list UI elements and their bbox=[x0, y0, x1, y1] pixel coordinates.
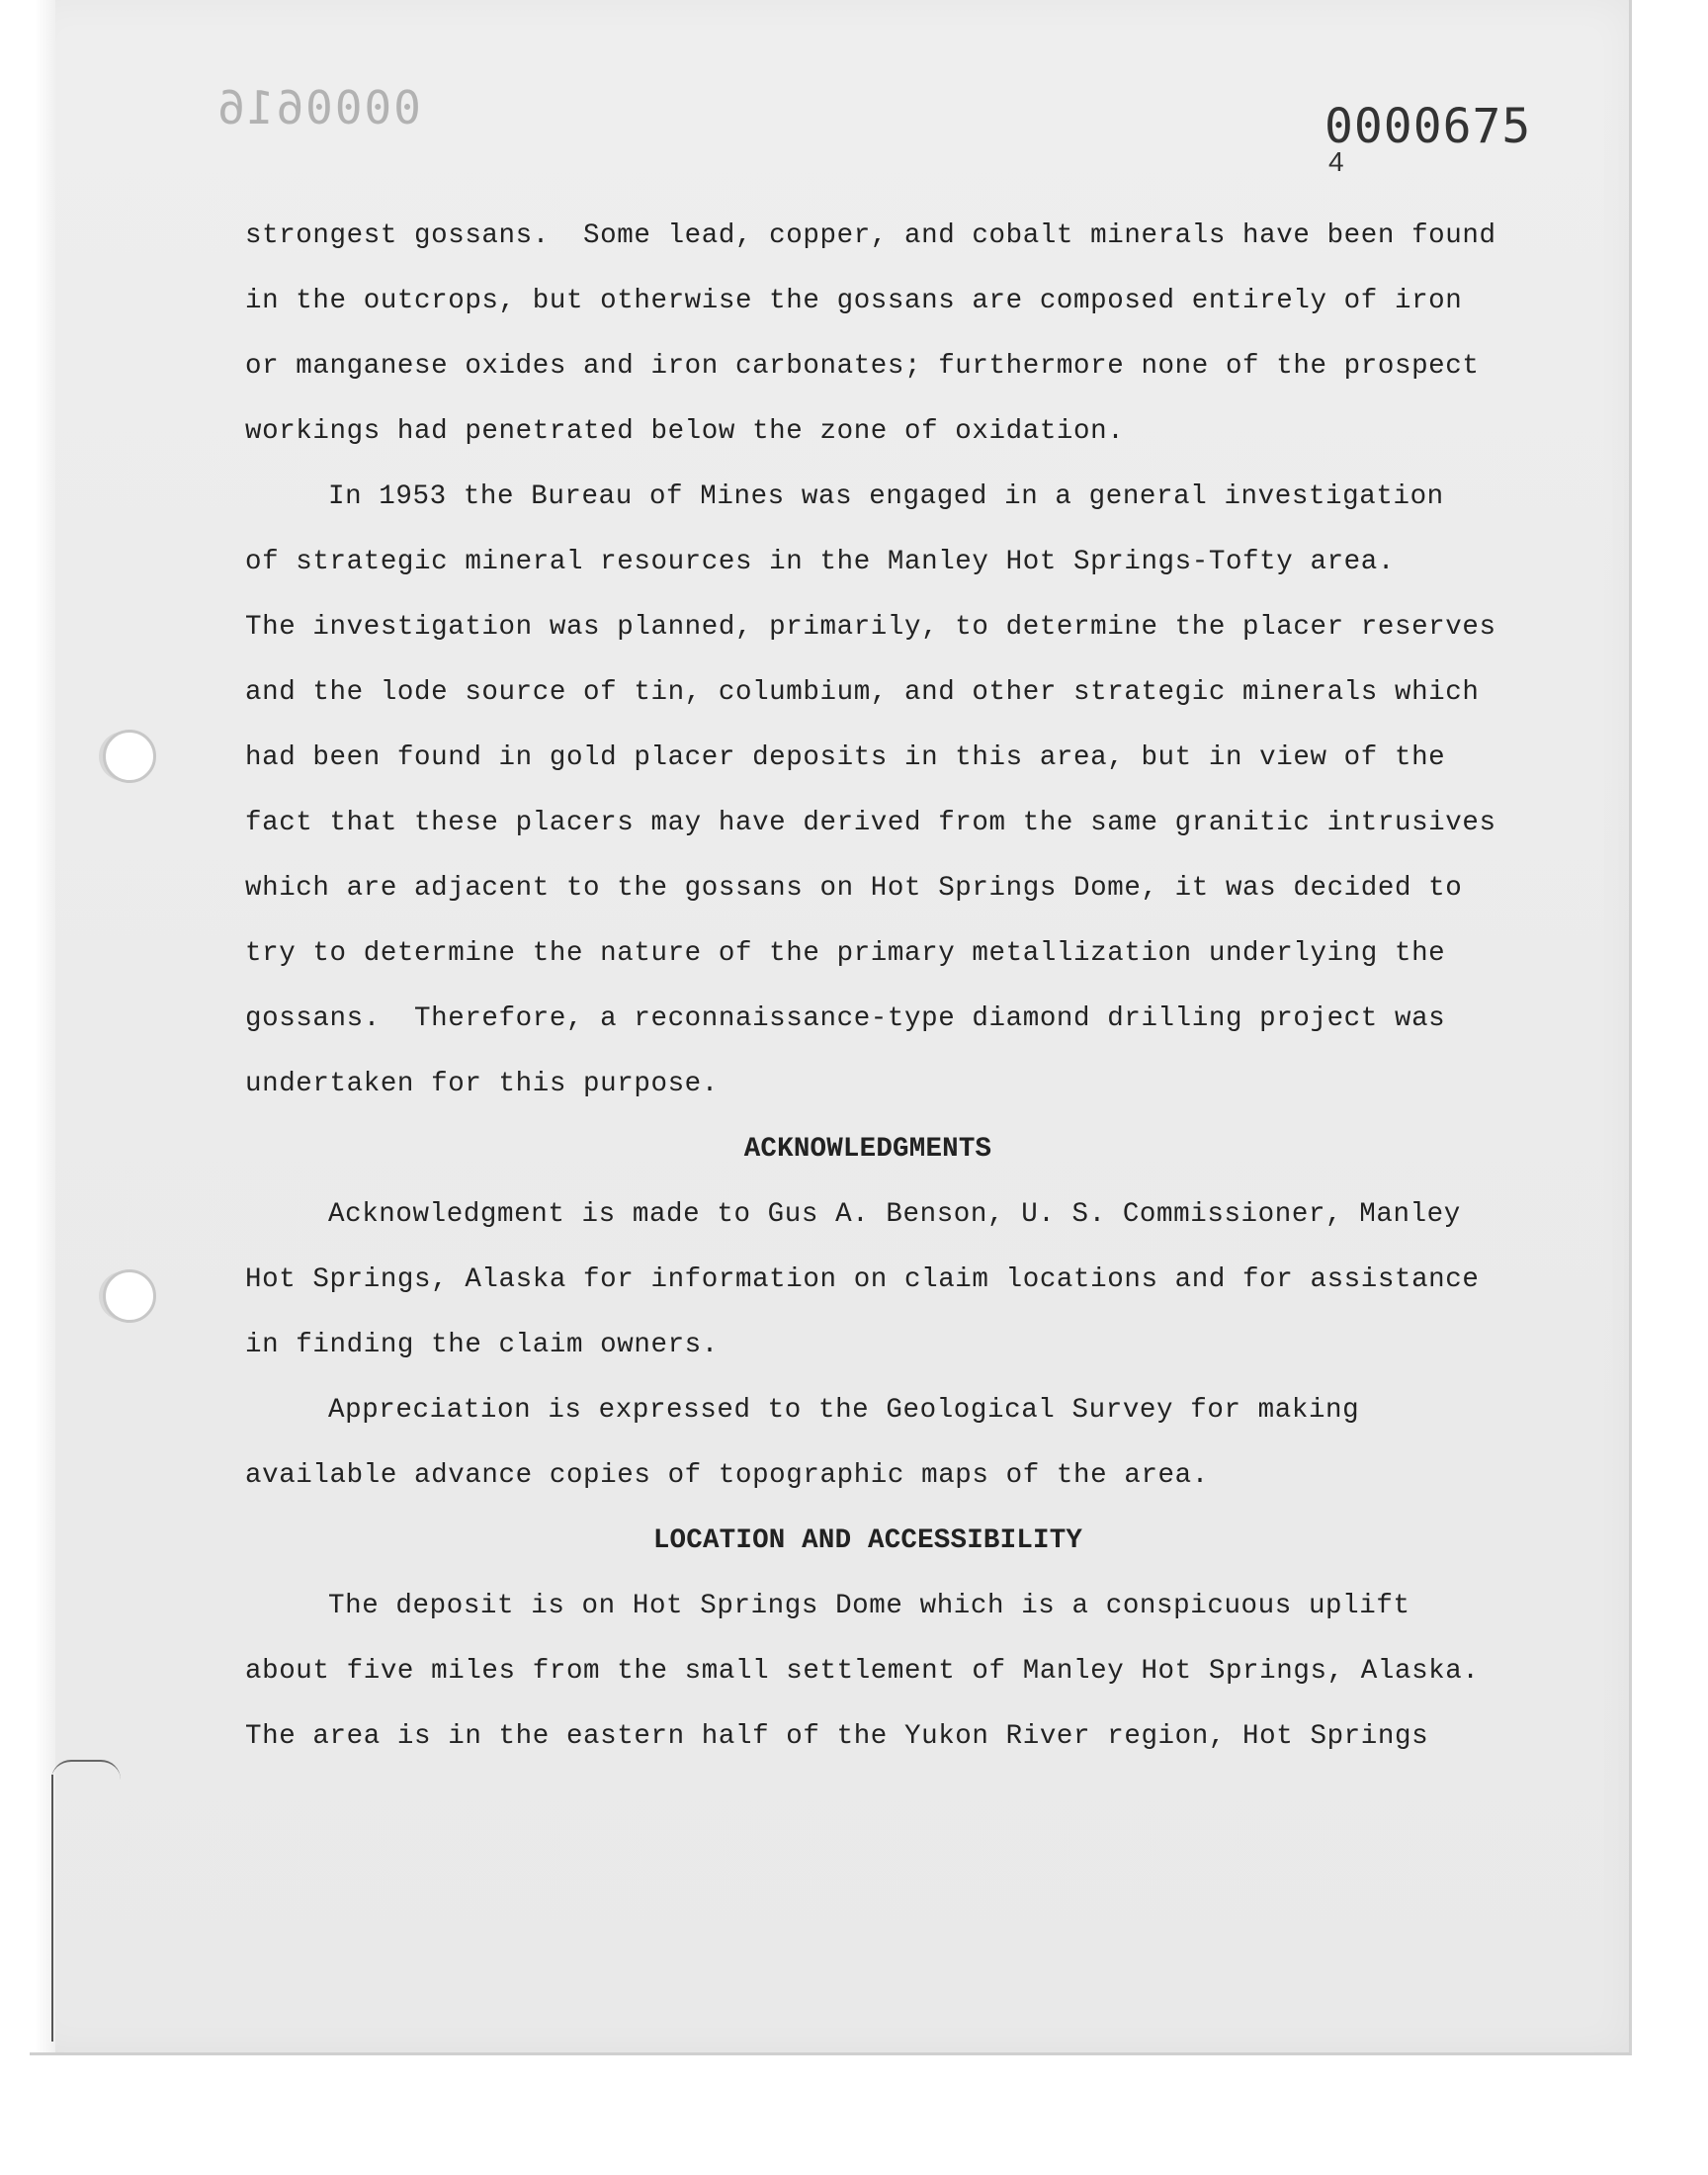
text-line: and the lode source of tin, columbium, and other strategic minerals which bbox=[245, 677, 1480, 708]
page-number: 4 bbox=[1328, 146, 1344, 177]
document-body bbox=[245, 210, 1496, 1776]
paper-left-edge bbox=[30, 0, 55, 2052]
text-line: or manganese oxides and iron carbonates; furthermore none of the prospect bbox=[245, 351, 1480, 382]
paper-edge-line bbox=[51, 1775, 53, 2042]
location-paragraphs bbox=[245, 1580, 1491, 1776]
text-line: available advance copies of topographic maps of the area. bbox=[245, 1460, 1209, 1491]
punch-hole-bottom bbox=[103, 1269, 156, 1323]
document-stamp-number: 0000675 bbox=[1324, 99, 1532, 154]
text-line: gossans. Therefore, a reconnaissance-type diamond drilling project was bbox=[245, 1003, 1446, 1034]
text-line: try to determine the nature of the primary metallization underlying the bbox=[245, 938, 1446, 969]
text-line: Appreciation is expressed to the Geological Survey for making bbox=[328, 1395, 1360, 1426]
text-line: strongest gossans. Some lead, copper, and cobalt minerals have been found bbox=[245, 220, 1496, 251]
text-line: The deposit is on Hot Springs Dome which is a conspicuous uplift bbox=[328, 1591, 1410, 1621]
text-line: in finding the claim owners. bbox=[245, 1330, 719, 1360]
text-line: in the outcrops, but otherwise the gossans are composed entirely of iron bbox=[245, 286, 1463, 316]
section-heading-acknowledgments: ACKNOWLEDGMENTS bbox=[743, 1134, 992, 1165]
text-line: about five miles from the small settlement of Manley Hot Springs, Alaska. bbox=[245, 1656, 1480, 1687]
text-line: fact that these placers may have derived from the same granitic intrusives bbox=[245, 808, 1496, 838]
text-line: workings had penetrated below the zone of oxidation. bbox=[245, 416, 1125, 447]
bleed-through-stamp: 0000616 bbox=[215, 81, 421, 134]
section-heading-location: LOCATION AND ACCESSIBILITY bbox=[652, 1525, 1083, 1556]
text-line: The investigation was planned, primarily, to determine the placer reserves bbox=[245, 612, 1496, 643]
intro-paragraphs bbox=[245, 210, 1496, 1123]
text-line: The area is in the eastern half of the Yukon River region, Hot Springs bbox=[245, 1721, 1429, 1752]
text-line: Hot Springs, Alaska for information on claim locations and for assistance bbox=[245, 1264, 1480, 1295]
paper-fold-mark bbox=[51, 1760, 121, 1780]
acknowledgments-paragraphs bbox=[245, 1188, 1491, 1515]
text-line: of strategic mineral resources in the Manley Hot Springs-Tofty area. bbox=[245, 547, 1395, 577]
text-line: Acknowledgment is made to Gus A. Benson, U. S. Commissioner, Manley bbox=[328, 1199, 1461, 1230]
text-line: In 1953 the Bureau of Mines was engaged in a general investigation bbox=[328, 481, 1444, 512]
text-line: had been found in gold placer deposits in this area, but in view of the bbox=[245, 742, 1446, 773]
text-line: which are adjacent to the gossans on Hot Springs Dome, it was decided to bbox=[245, 873, 1463, 904]
punch-hole-top bbox=[103, 730, 156, 783]
text-line: undertaken for this purpose. bbox=[245, 1069, 719, 1099]
